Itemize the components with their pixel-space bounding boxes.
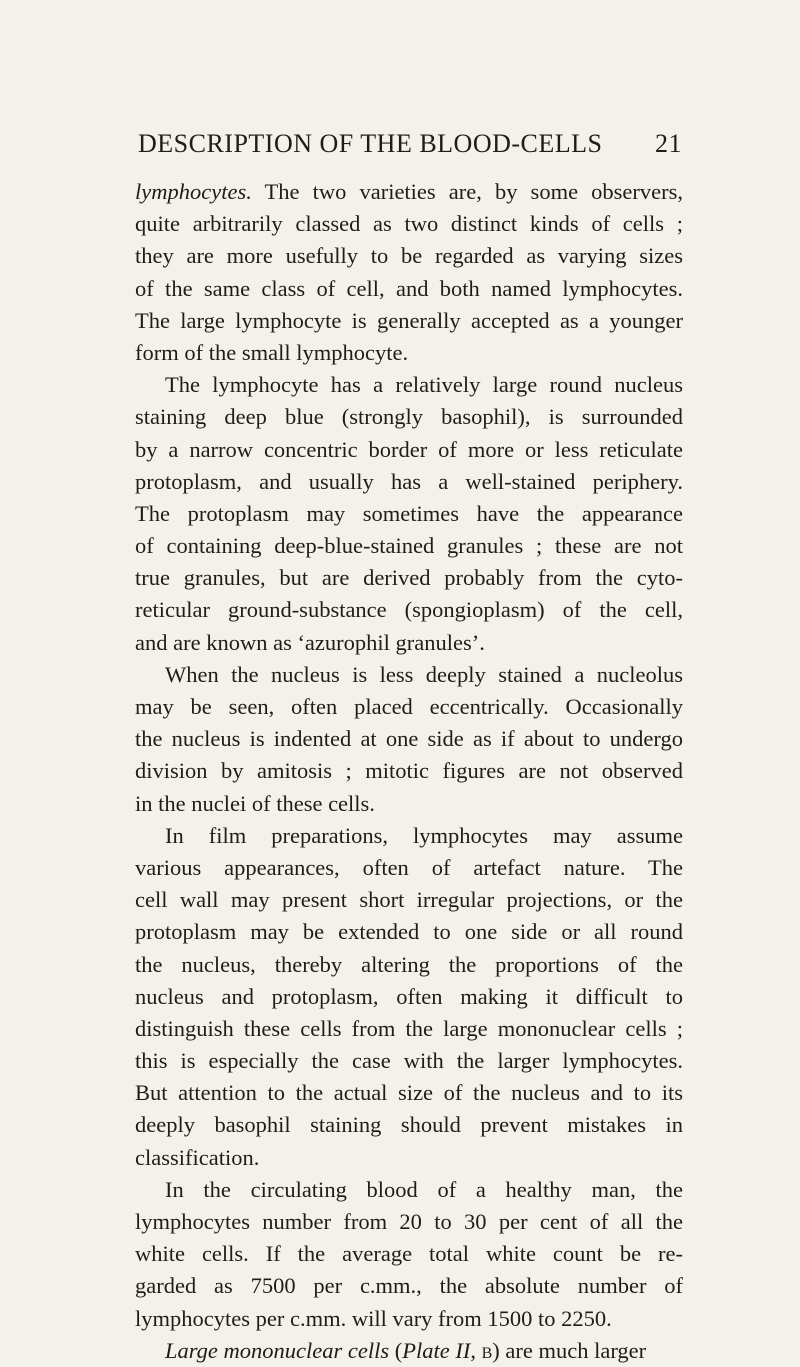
text-line: [135, 1013, 683, 1045]
paragraph: [135, 1335, 683, 1367]
text-run: may be seen, often placed eccentrically. Occasionally: [135, 694, 683, 719]
text-line: [135, 884, 683, 916]
text-line: [135, 305, 683, 337]
text-run: lymphocytes per c.mm. will vary from 1500 to 2250.: [135, 1305, 612, 1331]
text-line: [135, 273, 683, 305]
text-run: true granules, but are derived probably from the cyto-: [135, 565, 683, 591]
italic-run: Plate II: [402, 1337, 471, 1363]
text-run: of the same class of cell, and both named lymphocytes.: [135, 275, 683, 301]
text-line: [135, 949, 683, 981]
page-number: 21: [655, 129, 682, 158]
text-line: [135, 1077, 683, 1109]
text-run: they are more usefully to be regarded as varying sizes: [135, 243, 683, 269]
text-line: [135, 1174, 683, 1206]
text-run: deeply basophil staining should prevent mistakes in: [135, 1112, 683, 1138]
text-run: of containing deep-blue-stained granules ; these are not: [135, 533, 683, 559]
text-run: division by amitosis ; mitotic figures are not observed: [135, 758, 683, 784]
text-run: ,: [470, 1337, 482, 1363]
italic-run: Large mononuclear cells: [165, 1337, 390, 1363]
text-line: [135, 1270, 683, 1302]
text-run: by a narrow concentric border of more or less reticulate: [135, 436, 683, 462]
text-run: and are known as ‘azurophil granules’.: [135, 629, 485, 655]
text-run: various appearances, often of artefact nature. The: [135, 854, 683, 880]
text-line: [135, 530, 683, 562]
text-line: [135, 594, 683, 626]
text-line: [135, 788, 683, 820]
text-run: the nucleus, thereby altering the proportions of the: [135, 951, 683, 977]
text-run: ) are much larger: [492, 1337, 647, 1363]
text-run: When the nucleus is less deeply stained a nucleolus: [165, 661, 683, 687]
text-run: the nucleus is indented at one side as if about to undergo: [135, 726, 683, 752]
text-run: protoplasm may be extended to one side or all round: [135, 919, 683, 945]
text-line: [135, 820, 683, 852]
text-run: classification.: [135, 1144, 260, 1170]
text-line: [135, 337, 683, 369]
text-line: [135, 627, 683, 659]
text-run: In the circulating blood of a healthy man, the: [165, 1176, 683, 1202]
paragraph: [135, 820, 683, 1174]
text-run: form of the small lymphocyte.: [135, 339, 409, 365]
text-line: [135, 176, 683, 208]
text-line: [135, 401, 683, 433]
text-line: [135, 466, 683, 498]
text-line: [135, 1206, 683, 1238]
text-line: [135, 1142, 683, 1174]
paragraph: [135, 176, 683, 369]
text-line: [135, 1335, 683, 1367]
text-run: garded as 7500 per c.mm., the absolute number of: [135, 1273, 683, 1299]
paragraph: [135, 1174, 683, 1335]
text-run: distinguish these cells from the large mononuclear cells ;: [135, 1015, 683, 1041]
text-run: The lymphocyte has a relatively large round nucleus: [165, 372, 683, 398]
italic-run: lymphocytes.: [135, 179, 252, 204]
paragraph: [135, 659, 683, 820]
text-line: [135, 691, 683, 723]
text-line: [135, 981, 683, 1013]
text-line: [135, 498, 683, 530]
paragraph: [135, 369, 683, 659]
text-run: But attention to the actual size of the nucleus and to its: [135, 1080, 683, 1106]
smallcaps-run: b: [481, 1337, 493, 1363]
text-line: [135, 208, 683, 240]
running-header-title: DESCRIPTION OF THE BLOOD-CELLS: [138, 129, 603, 158]
text-run: this is especially the case with the larger lymphocytes.: [135, 1048, 683, 1074]
text-line: [135, 1109, 683, 1141]
text-line: [135, 916, 683, 948]
text-run: The large lymphocyte is generally accepted as a younger: [135, 307, 683, 333]
running-header: [138, 128, 682, 160]
text-run: The two varieties are, by some observers,: [251, 179, 683, 204]
text-line: [135, 755, 683, 787]
text-line: [135, 240, 683, 272]
text-run: cell wall may present short irregular projections, or the: [135, 887, 683, 913]
text-run: white cells. If the average total white count be re-: [135, 1241, 683, 1267]
text-run: in the nuclei of these cells.: [135, 790, 375, 816]
text-line: [135, 659, 683, 691]
text-line: [135, 723, 683, 755]
text-run: The protoplasm may sometimes have the appearance: [135, 500, 683, 526]
text-line: [135, 1303, 683, 1335]
text-run: lymphocytes number from 20 to 30 per cent of all the: [135, 1209, 683, 1234]
text-line: [135, 434, 683, 466]
text-run: (: [389, 1337, 403, 1363]
text-run: staining deep blue (strongly basophil), is surrounded: [135, 404, 683, 430]
text-run: In film preparations, lymphocytes may assume: [165, 822, 683, 848]
text-line: [135, 562, 683, 594]
text-line: [135, 852, 683, 884]
text-line: [135, 369, 683, 401]
text-run: nucleus and protoplasm, often making it difficult to: [135, 983, 683, 1009]
text-run: quite arbitrarily classed as two distinct kinds of cells ;: [135, 211, 683, 237]
body-text: [135, 176, 683, 1367]
text-run: protoplasm, and usually has a well-stained periphery.: [135, 468, 683, 494]
text-run: reticular ground-substance (spongioplasm) of the cell,: [135, 597, 683, 623]
text-line: [135, 1238, 683, 1270]
text-line: [135, 1045, 683, 1077]
